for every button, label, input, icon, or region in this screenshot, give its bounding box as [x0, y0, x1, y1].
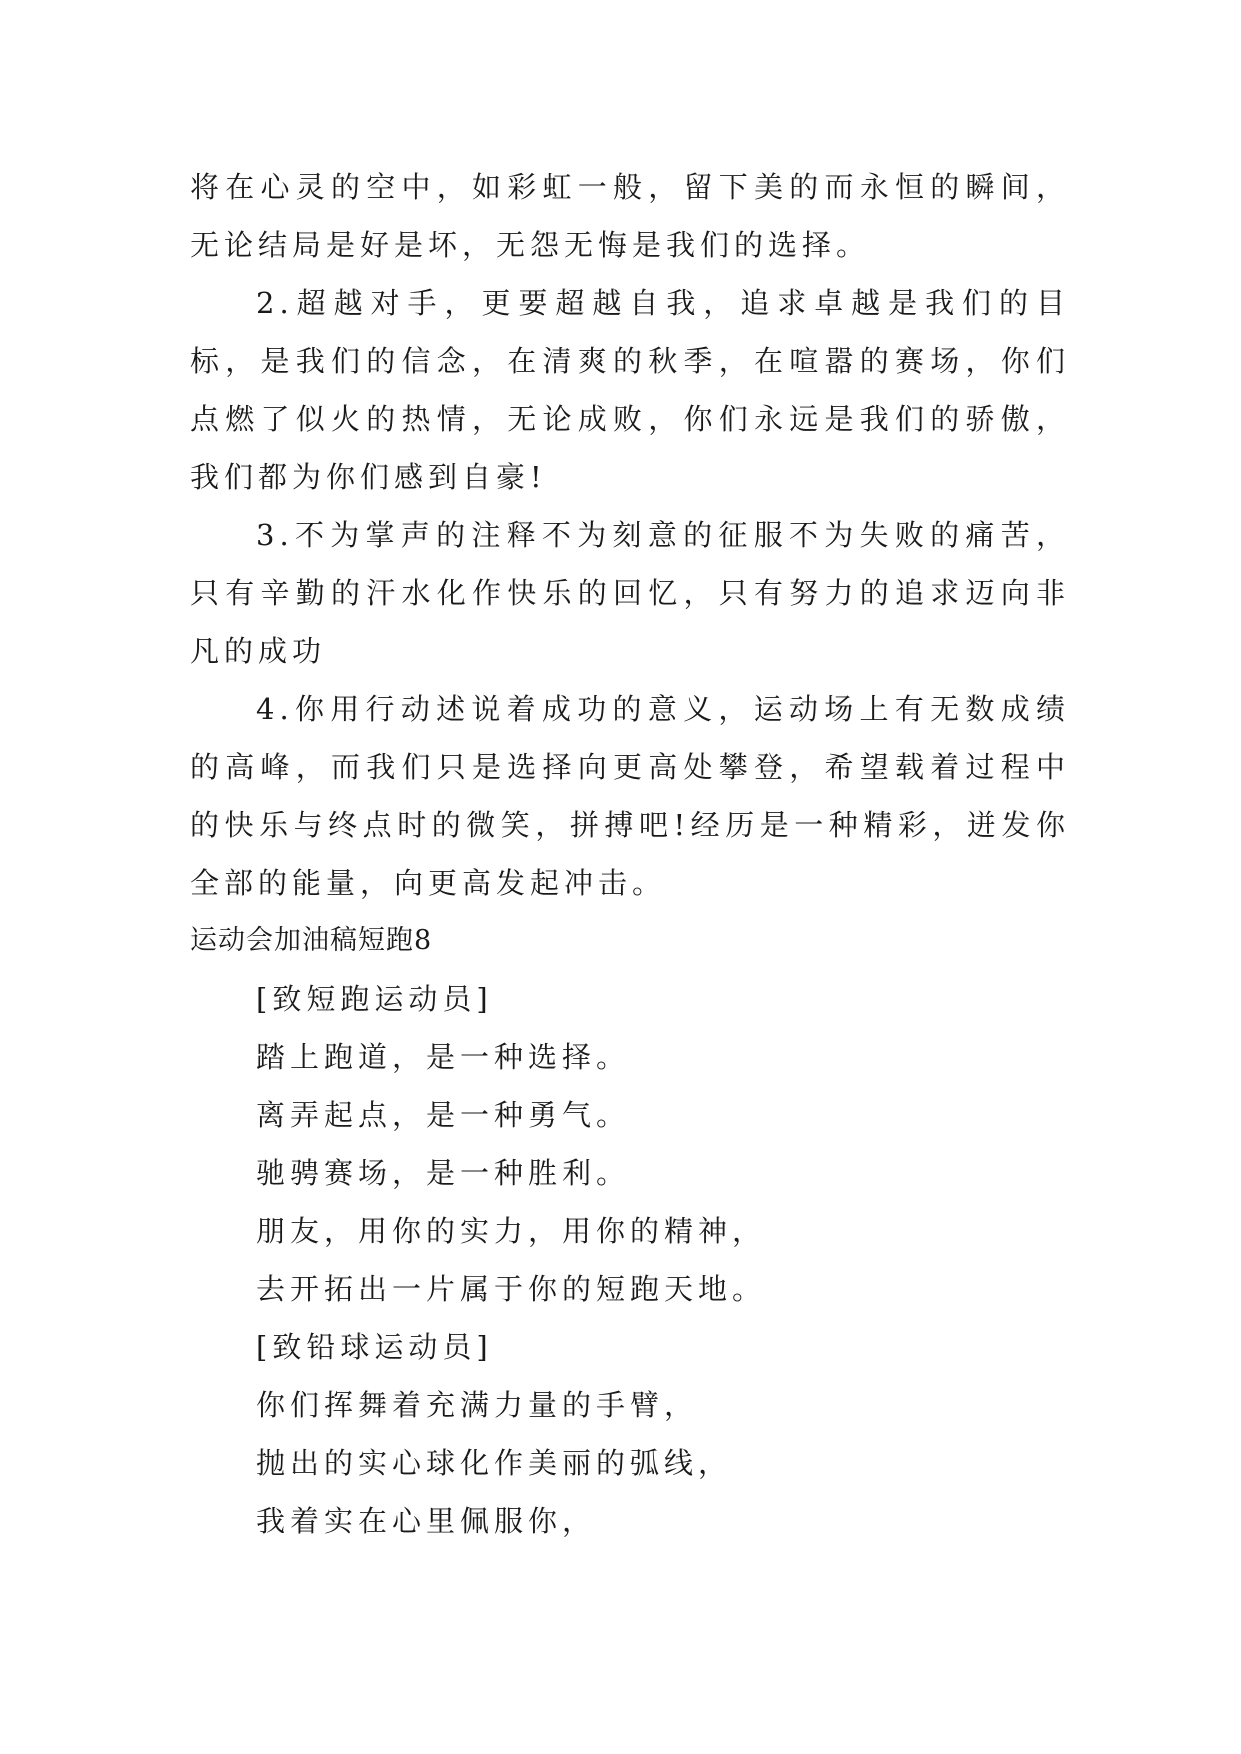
- paragraph-item-3: 3.不为掌声的注释不为刻意的征服不为失败的痛苦，只有辛勤的汗水化作快乐的回忆，只有努力的追求迈向非凡的成功: [190, 518, 1070, 668]
- poem-line: 抛出的实心球化作美丽的弧线，: [256, 1446, 733, 1480]
- poem-line: 朋友，用你的实力，用你的精神，: [256, 1214, 767, 1248]
- poem-line: 驰骋赛场，是一种胜利。: [256, 1156, 631, 1190]
- poem-line: 我着实在心里佩服你，: [256, 1504, 597, 1538]
- poem-heading-shot-put: [致铅球运动员]: [256, 1330, 493, 1364]
- poem-line: 你们挥舞着充满力量的手臂，: [256, 1388, 699, 1422]
- poem-line: 踏上跑道，是一种选择。: [256, 1040, 631, 1074]
- paragraph-continuation: 将在心灵的空中，如彩虹一般，留下美的而永恒的瞬间，无论结局是好是坏，无怨无悔是我们的选择。: [190, 170, 1070, 262]
- section-title: 运动会加油稿短跑8: [190, 925, 433, 956]
- poem-line: 去开拓出一片属于你的短跑天地。: [256, 1272, 767, 1306]
- paragraph-item-4: 4.你用行动述说着成功的意义，运动场上有无数成绩的高峰，而我们只是选择向更高处攀登，希望载着过程中的快乐与终点时的微笑，拼搏吧!经历是一种精彩，迸发你全部的能量，向更高发起冲击。: [190, 692, 1070, 900]
- paragraph-item-2: 2.超越对手，更要超越自我，追求卓越是我们的目标，是我们的信念，在清爽的秋季，在喧嚣的赛场，你们点燃了似火的热情，无论成败，你们永远是我们的骄傲，我们都为你们感到自豪!: [190, 286, 1070, 494]
- poem-heading-sprinters: [致短跑运动员]: [256, 982, 493, 1016]
- document-body: [190, 158, 1070, 1550]
- poem-line: 离弄起点，是一种勇气。: [256, 1098, 631, 1132]
